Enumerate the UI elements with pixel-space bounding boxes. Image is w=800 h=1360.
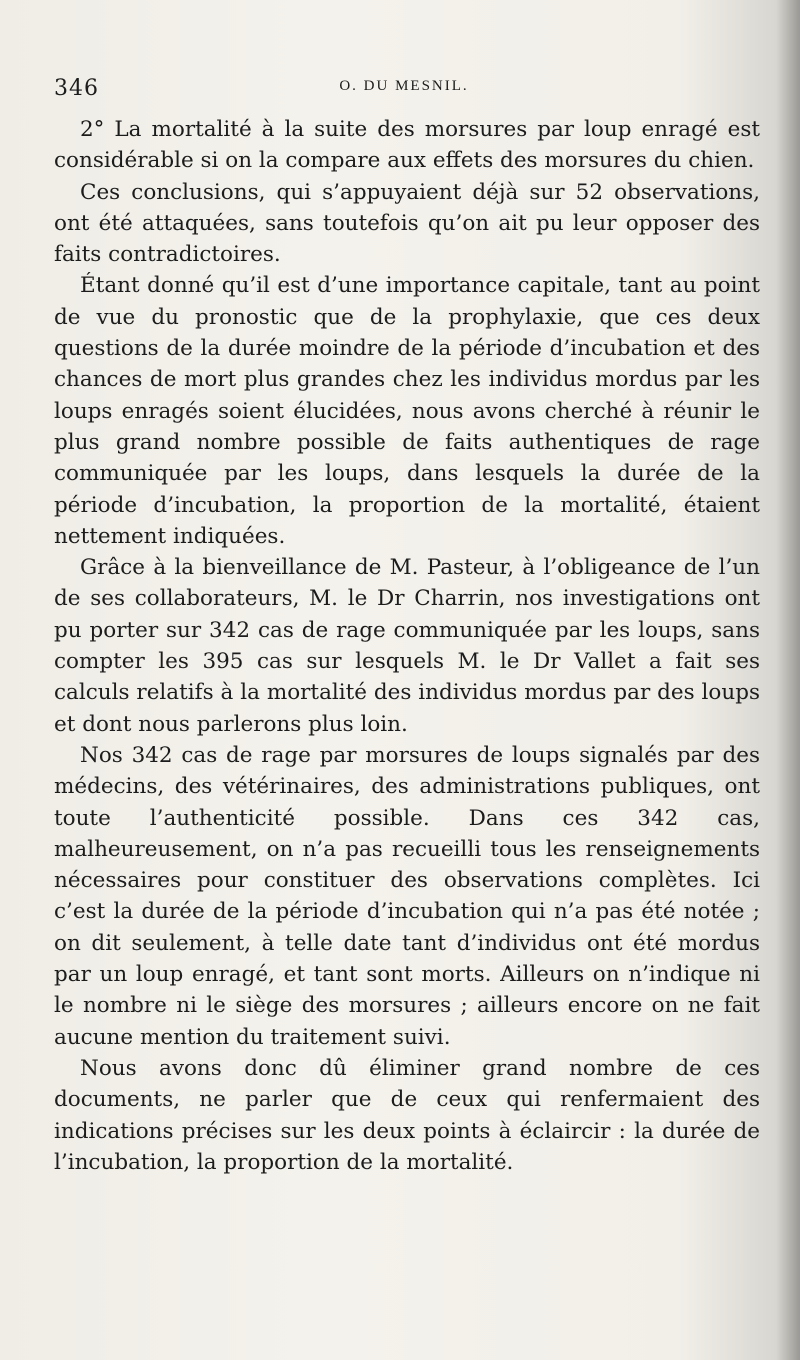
body-text [54,114,760,1178]
page-number: 346 [54,76,99,101]
paragraph-conclusions-attacked: Ces conclusions, qui s’appuyaient déjà sur 52 observations, ont été attaquées, sans toutefois qu’on ait pu leur opposer des faits contradictoires. [54,179,760,268]
paragraph-importance: Étant donné qu’il est d’une importance capitale, tant au point de vue du pronostic que de la prophylaxie, que ces deux questions de la durée moindre de la période d’incubation et des chances de mort plus grandes chez les individus mordus par les loups enragés soient élucidées, nous avons cherché à réunir le plus grand nombre possible de faits authentiques de rage communiquée par les loups, dans lesquels la durée de la période d’incubation, la proportion de la mortalité, étaient nettement indiquées. [54,273,760,549]
paragraph-pasteur: Grâce à la bienveillance de M. Pasteur, à l’obligeance de l’un de ses collaborateurs, M. le Dr Charrin, nos investigations ont pu porter sur 342 cas de rage communiquée par les loups, sans compter les 395 cas sur lesquels M. le Dr Vallet a fait ses calculs relatifs à la mortalité des individus mordus par des loups et dont nous parlerons plus loin. [54,555,760,737]
paragraph-eliminated: Nous avons donc dû éliminer grand nombre de ces documents, ne parler que de ceux qui renfermaient des indications précises sur les deux points à éclaircir : la durée de l’incubation, la proportion de la mortalité. [54,1055,760,1175]
running-head: O. DU MESNIL. [339,78,469,94]
page-header [54,76,754,106]
paragraph-conclusion-2: 2° La mortalité à la suite des morsures par loup enragé est considérable si on la compare aux effets des morsures du chien. [54,117,760,174]
paragraph-342-cases: Nos 342 cas de rage par morsures de loups signalés par des médecins, des vétérinaires, des administrations publiques, ont toute l’authenticité possible. Dans ces 342 cas, malheureusement, on n’a pas recueilli tous les renseignements nécessaires pour constituer des observations complètes. Ici c’est la durée de la période d’incubation qui n’a pas été notée ; on dit seulement, à telle date tant d’individus ont été mordus par un loup enragé, et tant sont morts. Ailleurs on n’indique ni le nombre ni le siège des morsures ; ailleurs encore on ne fait aucune mention du traitement suivi. [54,742,760,1050]
